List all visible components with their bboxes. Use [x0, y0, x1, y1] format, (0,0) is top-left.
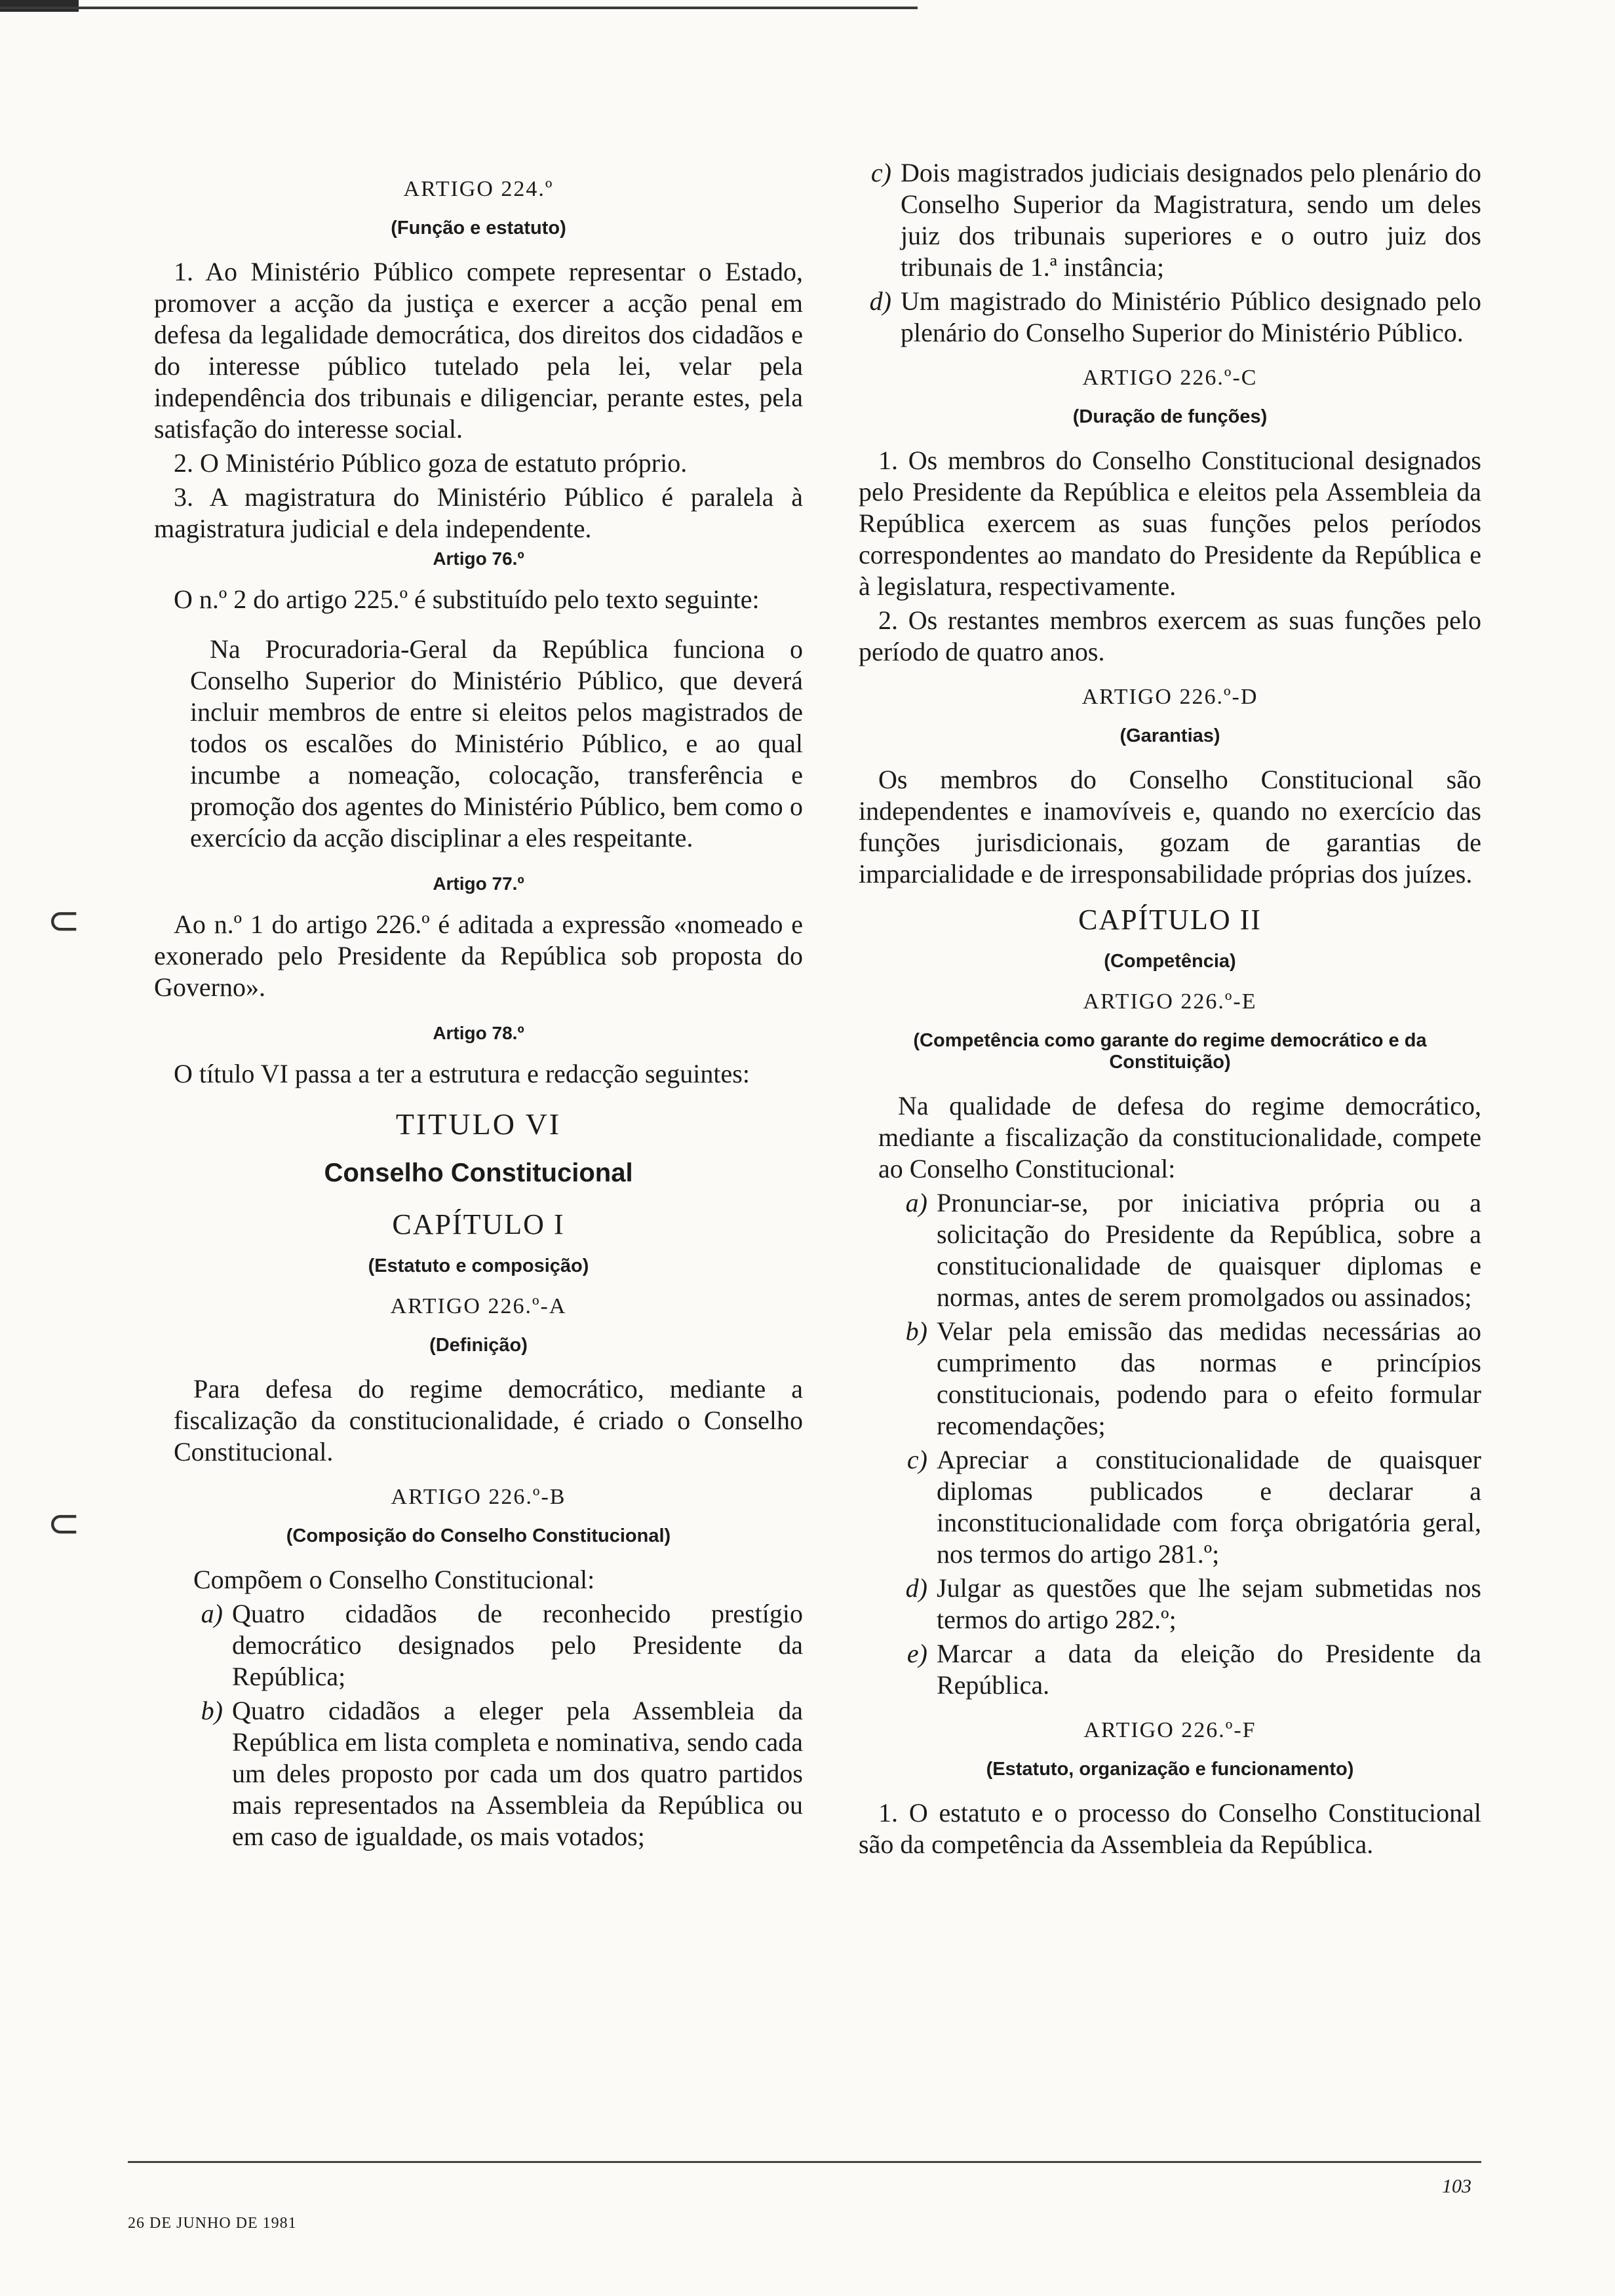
paragraph: 3. A magistratura do Ministério Público é paralela à magistratura judicial e dela independente. [154, 482, 803, 543]
article-subheading: (Duração de funções) [1072, 406, 1268, 427]
article-number: Artigo 77.º [433, 873, 524, 894]
list-item-text: Pronunciar-se, por iniciativa própria ou a solicitação do Presidente da República, sobre a constitucionalidade de quaisquer diplomas e normas, antes de serem promolgados ou assinados; [937, 1188, 1481, 1312]
article-heading: ARTIGO 226.º-D [1081, 685, 1258, 709]
quoted-text: Na Procuradoria-Geral da República funciona o Conselho Superior do Ministério Público, que deverá incluir membros de entre si eleitos pelos magistrados de todos os escalões do Ministério Público, e ao qual incumbe a nomeação, colocação, transferência e promoção dos agentes do Ministério Público, bem como o exercício da acção disciplinar a eles respeitante. [190, 634, 803, 852]
left-column [154, 157, 803, 1855]
list-item-text: Dois magistrados judiciais designados pelo plenário do Conselho Superior da Magistratura, sendo um deles juiz dos tribunais superiores e o outro juiz dos tribunais de 1.ª instância; [901, 158, 1481, 282]
list-item-text: Um magistrado do Ministério Público designado pelo plenário do Conselho Superior do Ministério Público. [901, 286, 1481, 347]
paragraph: 1. O estatuto e o processo do Conselho Constitucional são da competência da Assembleia da República. [859, 1798, 1481, 1859]
list-item-label: b) [201, 1696, 223, 1725]
paragraph: O título VI passa a ter a estrutura e redacção seguintes: [174, 1059, 750, 1088]
scan-artifact-line [0, 7, 918, 9]
chapter-subheading: (Competência) [1104, 951, 1236, 972]
list-item-label: a) [201, 1599, 223, 1628]
article-number: Artigo 76.º [433, 548, 524, 569]
paragraph: 2. Os restantes membros exercem as suas funções pelo período de quatro anos. [859, 605, 1481, 666]
article-subheading: (Garantias) [1119, 725, 1220, 746]
list-item [895, 1187, 1481, 1313]
list-item-label: c) [870, 158, 891, 187]
list-item [895, 1638, 1481, 1701]
paragraph: 2. O Ministério Público goza de estatuto próprio. [174, 448, 688, 478]
article-subheading: (Composição do Conselho Constitucional) [286, 1525, 671, 1546]
list-item [859, 286, 1481, 349]
list-item [895, 1573, 1481, 1636]
article-subheading: (Função e estatuto) [391, 218, 566, 239]
footer-rule [128, 2161, 1481, 2163]
article-heading: ARTIGO 226.º-F [1083, 1718, 1256, 1742]
list-item-label: d) [869, 286, 891, 316]
list-item-text: Quatro cidadãos de reconhecido prestígio democrático designados pelo Presidente da República; [232, 1599, 803, 1691]
paragraph: Os membros do Conselho Constitucional são independentes e inamovíveis e, quando no exercício das funções jurisdicionais, gozam de garantias de imparcialidade e de irresponsabilidade próprias dos juízes. [859, 765, 1481, 889]
list-item-text: Quatro cidadãos a eleger pela Assembleia da República em lista completa e nominativa, sendo cada um deles proposto por cada um dos quatro partidos mais representados na Assembleia da República ou em caso de igualdade, os mais votados; [232, 1696, 803, 1851]
article-heading: ARTIGO 226.º-E [1083, 989, 1257, 1014]
margin-binding-mark: ⊂ [47, 1501, 81, 1546]
chapter-heading: CAPÍTULO II [1078, 904, 1262, 936]
article-subheading: (Estatuto, organização e funcionamento) [986, 1759, 1354, 1780]
list-item-text: Julgar as questões que lhe sejam submetidas nos termos do artigo 282.º; [937, 1573, 1481, 1634]
list-item-text: Velar pela emissão das medidas necessárias ao cumprimento das normas e princípios constitucionais, podendo para o efeito formular recomendações; [937, 1316, 1481, 1440]
article-number: Artigo 78.º [433, 1023, 524, 1043]
section-heading: Conselho Constitucional [324, 1158, 633, 1187]
list-item-label: c) [906, 1445, 927, 1474]
list-item-label: d) [905, 1573, 927, 1603]
article-subheading: (Definição) [429, 1335, 528, 1356]
list-item [895, 1316, 1481, 1442]
margin-binding-mark: ⊂ [47, 898, 81, 944]
article-heading: ARTIGO 224.º [403, 177, 554, 201]
list [859, 1187, 1481, 1701]
paragraph: 1. Os membros do Conselho Constitucional designados pelo Presidente da República e eleitos pela Assembleia da República exercem as suas funções pelos períodos correspondentes ao mandato do Presidente da República e à legislatura, respectivamente. [859, 446, 1481, 601]
article-heading: ARTIGO 226.º-C [1082, 366, 1258, 390]
article-heading: ARTIGO 226.º-B [391, 1485, 566, 1509]
right-column [859, 157, 1481, 1863]
paragraph: Na qualidade de defesa do regime democrático, mediante a fiscalização da constitucionalidade, compete ao Conselho Constitucional: [878, 1091, 1481, 1183]
list [859, 157, 1481, 349]
list-item-label: b) [905, 1316, 927, 1346]
list-item-label: e) [906, 1639, 927, 1668]
scan-artifact [0, 0, 79, 12]
list [154, 1598, 803, 1852]
article-heading: ARTIGO 226.º-A [390, 1294, 567, 1318]
paragraph: Para defesa do regime democrático, mediante a fiscalização da constitucionalidade, é criado o Conselho Constitucional. [174, 1374, 803, 1466]
chapter-heading: CAPÍTULO I [392, 1208, 565, 1240]
paragraph: O n.º 2 do artigo 225.º é substituído pelo texto seguinte: [174, 584, 760, 614]
page-number: 103 [1442, 2175, 1471, 2197]
list-item [190, 1695, 803, 1852]
chapter-subheading: (Estatuto e composição) [368, 1255, 589, 1276]
list-item-text: Apreciar a constitucionalidade de quaisquer diplomas publicados e declarar a inconstitucionalidade com força obrigatória geral, nos termos do artigo 281.º; [937, 1445, 1481, 1569]
list-item [190, 1598, 803, 1693]
list-item-text: Marcar a data da eleição do Presidente da República. [937, 1639, 1481, 1700]
footer-date: 26 DE JUNHO DE 1981 [128, 2215, 297, 2232]
article-subheading: (Competência como garante do regime democrático e da Constituição) [913, 1030, 1427, 1073]
list-item [859, 157, 1481, 283]
paragraph: 1. Ao Ministério Público compete representar o Estado, promover a acção da justiça e exercer a acção penal em defesa da legalidade democrática, dos direitos dos cidadãos e do interesse público tutelado pela lei, velar pela independência dos tribunais e diligenciar, perante estes, pela satisfação do interesse social. [154, 257, 803, 444]
list-item-label: a) [905, 1188, 927, 1217]
list-item [895, 1444, 1481, 1570]
title-heading: TITULO VI [395, 1107, 562, 1141]
paragraph: Ao n.º 1 do artigo 226.º é aditada a expressão «nomeado e exonerado pelo Presidente da República sob proposta do Governo». [154, 909, 803, 1002]
paragraph: Compõem o Conselho Constitucional: [193, 1565, 595, 1594]
